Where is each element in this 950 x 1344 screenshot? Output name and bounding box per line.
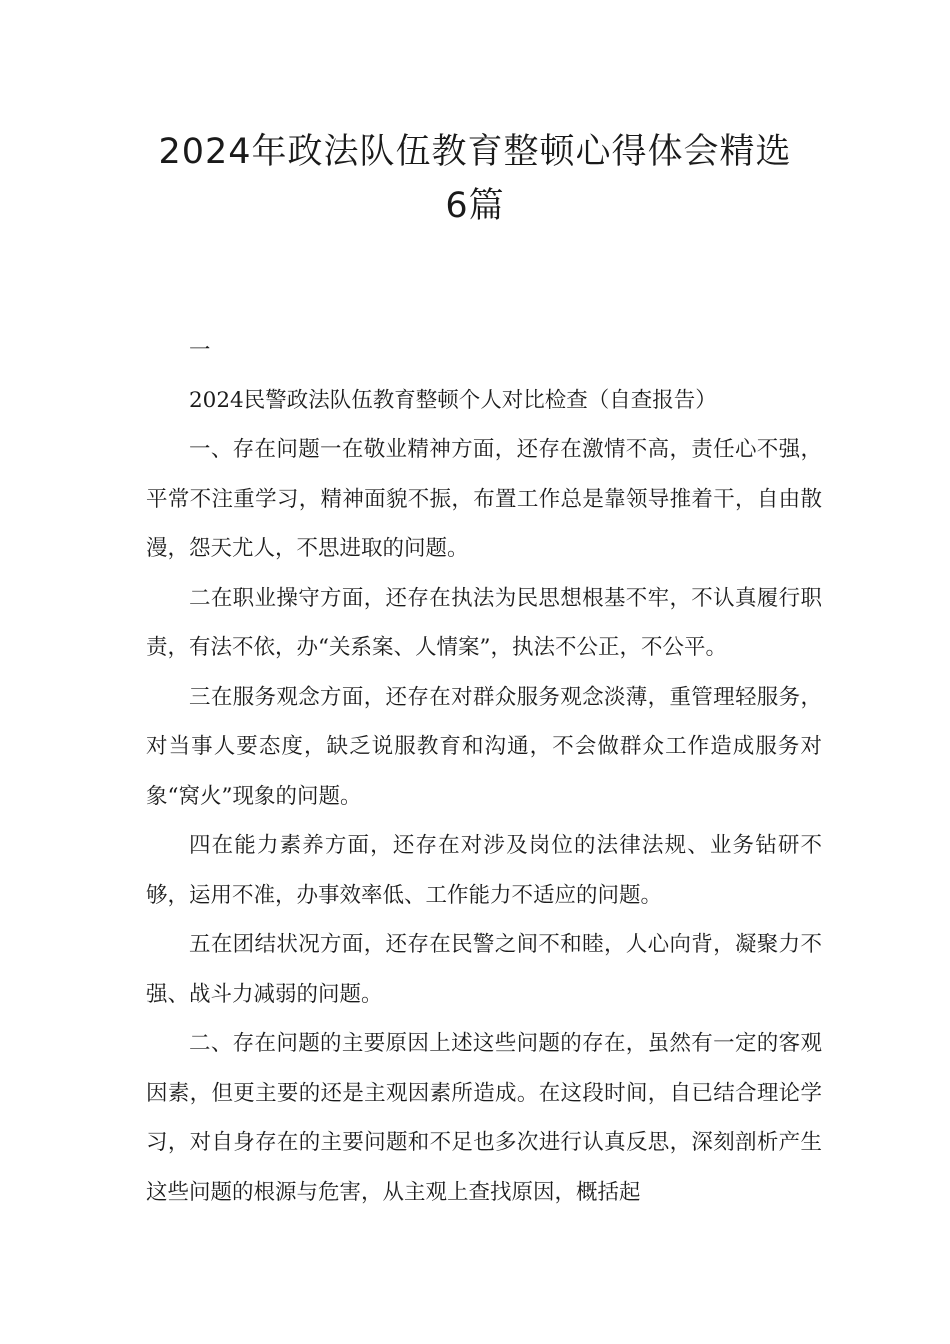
body-paragraph: 五在团结状况方面，还存在民警之间不和睦，人心向背，凝聚力不强、战斗力减弱的问题。: [146, 932, 822, 1007]
body-paragraph: 二在职业操守方面，还存在执法为民思想根基不牢，不认真履行职责，有法不依，办“关系案、人情案”，执法不公正，不公平。: [146, 585, 822, 660]
body-paragraph: 二、存在问题的主要原因上述这些问题的存在，虽然有一定的客观因素，但更主要的还是主观因素所造成。在这段时间，自已结合理论学习，对自身存在的主要问题和不足也多次进行认真反思，深刻剖析产生这些问题的根源与危害，从主观上查找原因，概括起: [146, 1031, 822, 1205]
body-paragraph: 四在能力素养方面，还存在对涉及岗位的法律法规、业务钻研不够，运用不准，办事效率低、工作能力不适应的问题。: [146, 833, 822, 908]
section-number: 一: [189, 338, 211, 363]
document-title: [100, 125, 850, 233]
section-heading: 2024民警政法队伍教育整顿个人对比检查（自查报告）: [189, 387, 717, 413]
title-line-2: 6篇: [445, 186, 505, 226]
body-paragraph: 一、存在问题一在敬业精神方面，还存在激情不高，责任心不强，平常不注重学习，精神面貌不振，布置工作总是靠领导推着干，自由散漫，怨天尤人，不思进取的问题。: [146, 437, 822, 561]
title-line-1: 2024年政法队伍教育整顿心得体会精选: [158, 132, 792, 172]
document-body: [146, 326, 822, 1217]
body-paragraph: 三在服务观念方面，还存在对群众服务观念淡薄，重管理轻服务，对当事人要态度，缺乏说服教育和沟通，不会做群众工作造成服务对象“窝火”现象的问题。: [146, 684, 822, 809]
